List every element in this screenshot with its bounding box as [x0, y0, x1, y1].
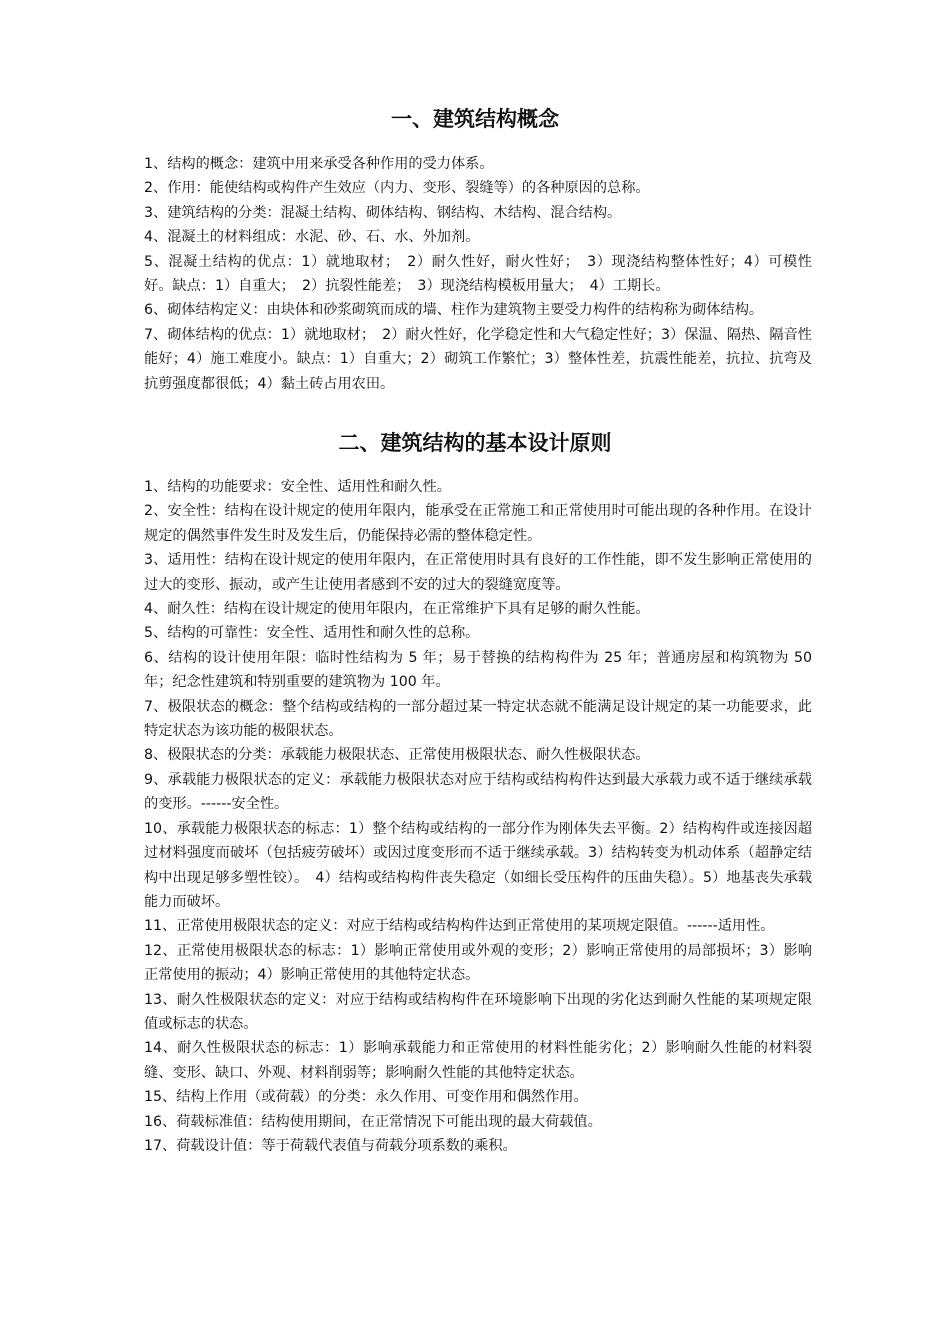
section-1-title: 一、建筑结构概念	[391, 107, 559, 131]
section-2-item: 4、耐久性：结构在设计规定的使用年限内，在正常维护下具有足够的耐久性能。	[144, 601, 650, 618]
section-2-body	[144, 475, 812, 1158]
section-2-item: 3、适用性：结构在设计规定的使用年限内，在正常使用时具有良好的工作性能，即不发生影响正常使用的过大的变形、振动，或产生让使用者感到不安的过大的裂缝宽度等。	[144, 552, 812, 593]
section-1-body	[144, 152, 812, 396]
section-2-item: 14、耐久性极限状态的标志：1）影响承载能力和正常使用的材料性能劣化；2）影响耐久性能的材料裂缝、变形、缺口、外观、材料削弱等；影响耐久性能的其他特定状态。	[144, 1040, 812, 1081]
section-1-item: 3、建筑结构的分类：混凝土结构、砌体结构、钢结构、木结构、混合结构。	[144, 204, 622, 221]
section-1-item: 5、混凝土结构的优点：1）就地取材； 2）耐久性好，耐火性好； 3）现浇结构整体性好；4）可模性好。缺点：1）自重大； 2）抗裂性能差； 3）现浇结构模板用量大； 4）工期长。	[144, 253, 812, 295]
section-1-item: 7、砌体结构的优点：1）就地取材； 2）耐火性好，化学稳定性和大气稳定性好；3）保温、隔热、隔音性能好；4）施工难度小。缺点：1）自重大；2）砌筑工作繁忙；3）整体性差，抗震性能差，抗拉、抗弯及抗剪强度都很低；4）黏土砖占用农田。	[144, 326, 812, 392]
section-2-item: 16、荷载标准值：结构使用期间，在正常情况下可能出现的最大荷载值。	[144, 1113, 602, 1130]
section-2-item: 1、结构的功能要求：安全性、适用性和耐久性。	[144, 479, 451, 495]
section-2-item: 8、极限状态的分类：承载能力极限状态、正常使用极限状态、耐久性极限状态。	[144, 747, 650, 764]
section-2-item: 12、正常使用极限状态的标志：1）影响正常使用或外观的变形；2）影响正常使用的局部损坏；3）影响正常使用的振动；4）影响正常使用的其他特定状态。	[144, 942, 812, 984]
section-1-item: 4、混凝土的材料组成：水泥、砂、石、水、外加剂。	[144, 229, 480, 246]
section-1-item: 6、砌体结构定义：由块体和砂浆砌筑而成的墙、柱作为建筑物主要受力构件的结构称为砌体结构。	[144, 302, 764, 319]
section-2-item: 5、结构的可靠性：安全性、适用性和耐久性的总称。	[144, 625, 480, 642]
section-2-title: 二、建筑结构的基本设计原则	[338, 431, 612, 455]
section-2-item: 11、正常使用极限状态的定义：对应于结构或结构构件达到正常使用的某项规定限值。------适用性。	[144, 918, 775, 935]
section-2-item: 17、荷载设计值：等于荷载代表值与荷载分项系数的乘积。	[144, 1137, 517, 1154]
section-2-item: 13、耐久性极限状态的定义：对应于结构或结构构件在环境影响下出现的劣化达到耐久性能的某项规定限值或标志的状态。	[144, 991, 812, 1032]
section-2-item: 9、承载能力极限状态的定义：承载能力极限状态对应于结构或结构构件达到最大承载力或不适于继续承载的变形。------安全性。	[144, 771, 812, 813]
section-2-item: 10、承载能力极限状态的标志：1）整个结构或结构的一部分作为刚体失去平衡。2）结构构件或连接因超过材料强度而破坏（包括疲劳破坏）或因过度变形而不适于继续承载。3）结构转变为机动体系（超静定结构中出现足够多塑性铰）。 4）结构或结构构件丧失稳定（如细长受压构件的压曲失稳）。5）地基丧失承载能力而破坏。	[144, 820, 813, 910]
section-2-item: 15、结构上作用（或荷载）的分类：永久作用、可变作用和偶然作用。	[144, 1089, 588, 1106]
section-2-item: 7、极限状态的概念：整个结构或结构的一部分超过某一特定状态就不能满足设计规定的某一功能要求，此特定状态为该功能的极限状态。	[144, 698, 812, 740]
section-1-item: 2、作用：能使结构或构件产生效应（内力、变形、裂缝等）的各种原因的总称。	[144, 180, 650, 197]
section-1-item: 1、结构的概念：建筑中用来承受各种作用的受力体系。	[144, 156, 494, 172]
section-2-item: 2、安全性：结构在设计规定的使用年限内，能承受在正常施工和正常使用时可能出现的各种作用。在设计规定的偶然事件发生时及发生后，仍能保持必需的整体稳定性。	[144, 503, 812, 544]
section-2-item: 6、结构的设计使用年限：临时性结构为 5 年；易于替换的结构构件为 25 年；普通房屋和构筑物为 50 年；纪念性建筑和特别重要的建筑物为 100 年。	[144, 649, 812, 691]
